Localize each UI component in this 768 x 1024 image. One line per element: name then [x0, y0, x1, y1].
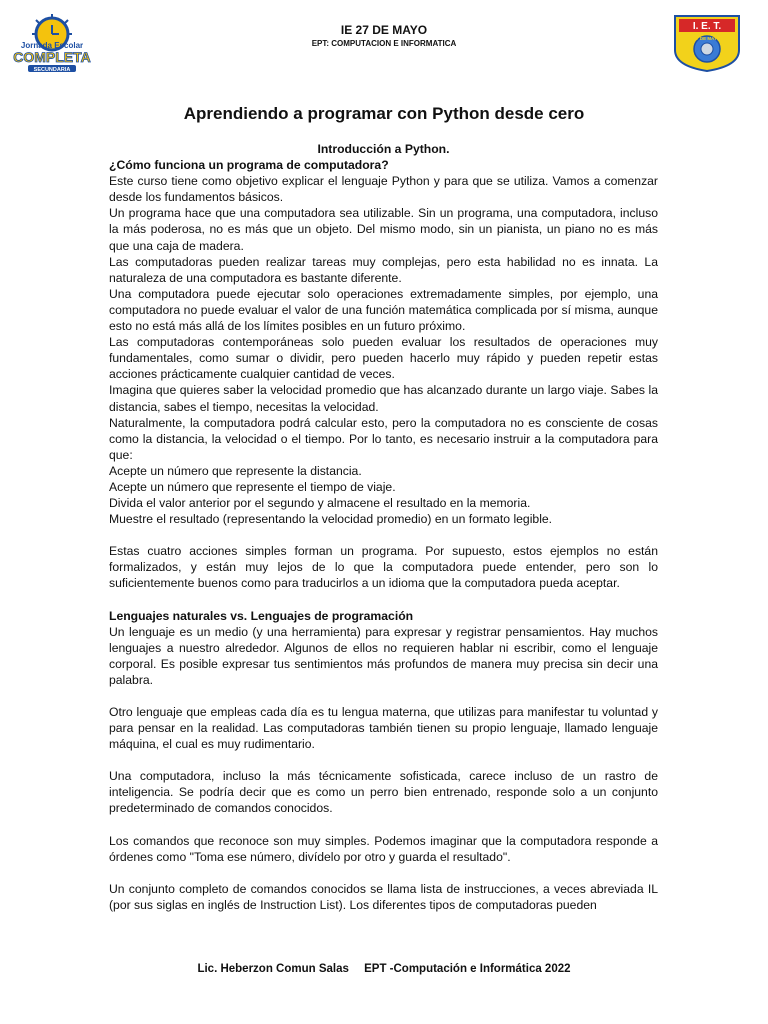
- svg-text:27 DE MAYO: 27 DE MAYO: [693, 36, 721, 41]
- paragraph: Este curso tiene como objetivo explicar el lenguaje Python y para que se utiliza. Vamos a comenzar desde los fundamentos básicos.: [109, 174, 658, 205]
- paragraph: Un programa hace que una computadora sea utilizable. Sin un programa, una computadora, incluso la más poderosa, no es más que un objeto. Del mismo modo, sin un pianista, un piano no es más que una caja de madera.: [109, 206, 658, 253]
- paragraph: Otro lenguaje que empleas cada día es tu lengua materna, que utilizas para manifestar tu voluntad y para pensar en la realidad. Las computadoras también tienen su propio lenguaje, llamado lenguaje máquina, el cual es muy rudimentario.: [109, 705, 658, 752]
- document-header: [0, 22, 768, 50]
- svg-text:I. E. T.: I. E. T.: [692, 21, 722, 32]
- paragraph: Naturalmente, la computadora podrá calcular esto, pero la computadora no es consciente de cosas como la distancia, la velocidad o el tiempo. Por lo tanto, es necesario instruir a la computadora para que:: [109, 415, 658, 462]
- svg-text:COMPLETA: COMPLETA: [13, 49, 91, 65]
- paragraph: Las computadoras pueden realizar tareas muy complejas, pero esta habilidad no es innata. La naturaleza de una computadora es bastante diferente.: [109, 254, 658, 285]
- footer-author: Lic. Heberzon Comun Salas: [197, 963, 349, 975]
- section-question: ¿Cómo funciona un programa de computadora?: [109, 158, 389, 173]
- step-item: Acepte un número que represente el tiempo de viaje.: [109, 479, 396, 494]
- footer-course: EPT -Computación e Informática 2022: [364, 963, 571, 975]
- paragraph: Una computadora puede ejecutar solo operaciones extremadamente simples, por ejemplo, una computadora no puede evaluar el valor de una función matemática complicada por sí misma, aunque esto no está más allá de los límites posibles en un futuro próximo.: [109, 286, 658, 334]
- svg-text:SECUNDARIA: SECUNDARIA: [33, 67, 71, 73]
- document-title: Aprendiendo a programar con Python desde cero: [183, 104, 585, 123]
- step-item: Divida el valor anterior por el segundo y almacene el resultado en la memoria.: [109, 496, 531, 511]
- iet-27-de-mayo-shield-logo: [672, 14, 742, 72]
- paragraph: Imagina que quieres saber la velocidad promedio que has alcanzado durante un largo viaje. Sabes la distancia, sabes el tiempo, necesitas la velocidad.: [109, 383, 658, 414]
- document-footer: [0, 963, 768, 975]
- step-item: Muestre el resultado (representando la velocidad promedio) en un formato legible.: [109, 512, 553, 527]
- paragraph: Los comandos que reconoce son muy simples. Podemos imaginar que la computadora responde a órdenes como "Toma ese número, divídelo por otro y guarda el resultado".: [109, 833, 658, 864]
- school-name: IE 27 DE MAYO: [340, 23, 428, 37]
- step-item: Acepte un número que represente la distancia.: [109, 463, 362, 478]
- paragraph: Las computadoras contemporáneas solo pueden evaluar los resultados de operaciones muy fundamentales, como sumar o dividir, pero pueden hacerlo muy rápido y pueden repetir estas acciones prácticamente cualquier cantidad de veces.: [109, 335, 658, 382]
- department-name: EPT: COMPUTACION E INFORMATICA: [311, 39, 457, 48]
- paragraph: Estas cuatro acciones simples forman un programa. Por supuesto, estos ejemplos no están formalizados, y están muy lejos de lo que la computadora puede entender, pero son lo suficientemente buenos como para traducirlos a un idioma que la computadora pueda aceptar.: [109, 544, 658, 591]
- document-body: [109, 141, 658, 913]
- paragraph: Un conjunto completo de comandos conocidos se llama lista de instrucciones, a veces abreviada IL (por sus siglas en inglés de Instruction List). Los diferentes tipos de computadoras pueden: [109, 881, 658, 912]
- paragraph: Un lenguaje es un medio (y una herramienta) para expresar y registrar pensamientos. Hay muchos lenguajes a nuestro alrededor. Algunos de ellos no requieren hablar ni escribir, como el lenguaje corporal. Es posible expresar tus sentimientos más profundos de manera muy precisa sin decir una palabra.: [109, 624, 658, 687]
- section-subtitle: Introducción a Python.: [317, 142, 450, 156]
- section-heading: Lenguajes naturales vs. Lenguajes de programación: [109, 608, 414, 623]
- svg-text:Jornada Escolar: Jornada Escolar: [20, 41, 84, 50]
- paragraph: Una computadora, incluso la más técnicamente sofisticada, carece incluso de un rastro de inteligencia. Se podría decir que es como un perro bien entrenado, responde solo a un conjunto predeterminado de comandos conocidos.: [109, 769, 658, 816]
